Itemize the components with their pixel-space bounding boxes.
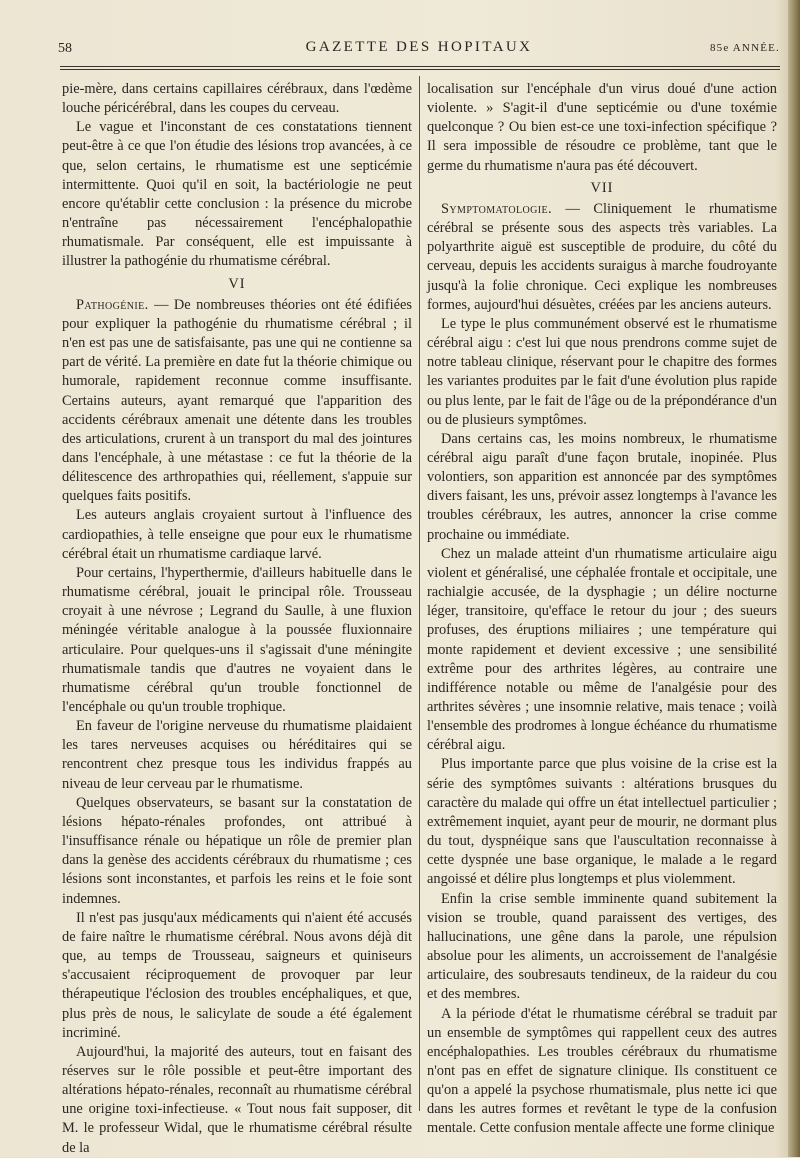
paragraph — [62, 296, 412, 507]
header-rule-bottom — [60, 69, 780, 70]
section-heading: Symptomatologie. — [441, 200, 552, 217]
paragraph: Dans certains cas, les moins nombreux, le rhumatisme cérébral aigu paraît d'une façon brutale, inopinée. Plus volontiers, son apparition est annoncée par des symptômes divers faisant, les uns, prévoir assez longtemps à l'avance les troubles cérébraux, les autres, annoncer la crise comme prochaine ou immédiate. — [427, 430, 777, 543]
journal-year: 85e ANNÉE. — [709, 42, 780, 54]
paragraph: En faveur de l'origine nerveuse du rhumatisme plaidaient les tares nerveuses acquises ou héréditaires qui se rencontrent chez presque tous les individus frappés au niveau de leur cerveau par le rhumatisme. — [62, 718, 412, 792]
header-rule-top — [60, 66, 780, 67]
paragraph: Pour certains, l'hyperthermie, d'ailleurs habituelle dans le rhumatisme cérébral, jouait le principal rôle. Trousseau croyait à une névrose ; Legrand du Saulle, à une fluxion méningée véritable analogue à la poussée fluxionnaire articulaire. Pour quelques-uns il s'agissait d'une méningite rhumatismale tandis que d'autres ne voyaient dans le rhumatisme cérébral qu'un trouble fonctionnel de l'encéphale ou qu'un trouble trophique. — [62, 564, 412, 715]
running-header — [58, 38, 780, 62]
section-number: VII — [590, 179, 614, 196]
paragraph: Enfin la crise semble imminente quand subitement la vision se trouble, quand paraissent des vertiges, des hallucinations, une gêne dans la parole, une répulsion absolue pour les aliments, un accroissement de l'analgésie articulaire, des soubresauts tendineux, de la raideur du cou et des membres. — [427, 890, 777, 1003]
paragraph: Quelques observateurs, se basant sur la constatation de lésions hépato-rénales profondes, ont attribué à l'insuffisance rénale ou hépatique un rôle de premier plan dans la genèse des accidents cérébraux du rhumatisme ; ces lésions sont inconstantes, et parfois les reins et le foie sont indemnes. — [62, 794, 412, 907]
journal-title: GAZETTE DES HOPITAUX — [305, 39, 533, 55]
paragraph: Le vague et l'inconstant de ces constatations tiennent peut-être à ce que l'on étudie des lésions trop avancées, à ce que, selon certains, le rhumatisme est une septicémie intermittente. Quoi qu'il en soit, la bactériologie ne peut encore qu'établir cette conclusion : la présence du microbe n'entraîne pas nécessairement l'encéphalopathie rhumatismale. Par conséquent, elle est impuissante à illustrer la pathogénie du rhumatisme cérébral. — [62, 119, 412, 270]
page-number: 58 — [58, 41, 72, 56]
paragraph: A la période d'état le rhumatisme cérébral se traduit par un ensemble de symptômes qui rappellent ceux des autres encéphalopathies. Les troubles cérébraux du rhumatisme n'ont pas en effet de signature clinique. Ils constituent ce qu'on a appelé la psychose rhumatismale, plus nette ici que dans les autres formes et revêtant le type de la confusion mentale. Cette confusion mentale affecte une forme clinique — [427, 1005, 777, 1137]
column-divider — [419, 76, 420, 1111]
paragraph — [427, 200, 777, 315]
paragraph: Il n'est pas jusqu'aux médicaments qui n'aient été accusés de faire naître le rhumatisme cérébral. Nous avons déjà dit que, au temps de Trousseau, saigneurs et quiniseurs s'accusaient réciproquement de provoquer par leur thérapeutique l'éclosion des troubles encéphaliques, et que, plus près de nous, le salicylate de soude a été également incriminé. — [62, 909, 412, 1041]
section-heading: Pathogénie. — [76, 296, 149, 313]
paragraph: Les auteurs anglais croyaient surtout à l'influence des cardiopathies, à telle enseigne que pour eux le rhumatisme cérébral était un rhumatisme cardiaque larvé. — [62, 507, 412, 562]
left-column — [62, 80, 412, 1158]
paragraph-text: — De nombreuses théories ont été édifiées pour expliquer la pathogénie du rhumatisme cérébral ; il n'en est pas une de satisfaisante, pas une qui ne contienne sa part de vérité. La première en date fut la théorie chimique ou humorale, rapidement reconnue comme insuffisante. Certains auteurs, ayant remarqué que l'apparition des accidents cérébraux amenait une détente dans les troubles des articulations, crurent à un transport du mal des jointures dans l'encéphale, à une métastase : ce fut la théorie de la délitescence des arthropathies qui, réellement, s'appuie sur quelques faits positifs. — [62, 296, 413, 505]
section-number: VI — [228, 275, 246, 292]
paragraph: localisation sur l'encéphale d'un virus doué d'une action violente. » S'agit-il d'une septicémie ou d'une toxémie quelconque ? Ou bien est-ce une toxi-infection spécifique ? Il sera impossible de résoudre ce problème, tant que le germe du rhumatisme n'aura pas été découvert. — [427, 81, 777, 174]
paragraph-text: — Cliniquement le rhumatisme cérébral se présente sous des aspects très variables. La polyarthrite aiguë est susceptible de produire, du côté du cerveau, depuis les accidents suraigus à marche foudroyante jusqu'à la folie chronique. Ceci explique les nombreuses formes, aujourd'hui désuètes, créées par les anciens auteurs. — [427, 200, 777, 313]
paragraph: Le type le plus communément observé est le rhumatisme cérébral aigu : c'est lui que nous prendrons comme sujet de notre tableau clinique, réservant pour le chapitre des formes les variantes produites par le fait d'une évolution plus rapide ou plus lente, par le fait de l'âge ou de la prépondérance d'un ou de plusieurs symptômes. — [427, 315, 777, 428]
paragraph: Aujourd'hui, la majorité des auteurs, tout en faisant des réserves sur le rôle possible et peut-être important des altérations hépato-rénales, reconnaît au rhumatisme cérébral une origine toxi-infectieuse. « Tout nous fait supposer, dit M. le professeur Widal, que le rhumatisme cérébral résulte de la — [62, 1043, 412, 1156]
paragraph: Chez un malade atteint d'un rhumatisme articulaire aigu violent et généralisé, une céphalée frontale et occipitale, une rachialgie accusée, de la dysphagie ; un délire nocturne léger, transitoire, qu'efface le retour du jour ; des sueurs profuses, des éruptions miliaires ; une température qui monte rapidement et devient excessive ; une sensibilité extrême pour des arthrites légères, au contraire une indifférence notable ou même de l'analgésie pour des arthrites sévères ; une insomnie relative, mais tenace ; voilà l'ensemble des prodromes à longue échéance du rhumatisme cérébral aigu. — [427, 545, 777, 754]
page-edge — [788, 0, 800, 1157]
paragraph: pie-mère, dans certains capillaires cérébraux, dans l'œdème louche péricérébral, dans les coupes du cerveau. — [62, 81, 412, 117]
paragraph: Plus importante parce que plus voisine de la crise est la série des symptômes suivants : altérations brusques du caractère du malade qui offre un état intellectuel particulier ; extrêmement inquiet, ayant peur de mourir, ne dormant plus du tout, dyspnéique sans que l'auscultation reconnaisse à cette dyspnée une base organique, le malade a le regard angoissé et délire plus longtemps et plus violemment. — [427, 756, 777, 888]
right-column — [427, 80, 777, 1139]
